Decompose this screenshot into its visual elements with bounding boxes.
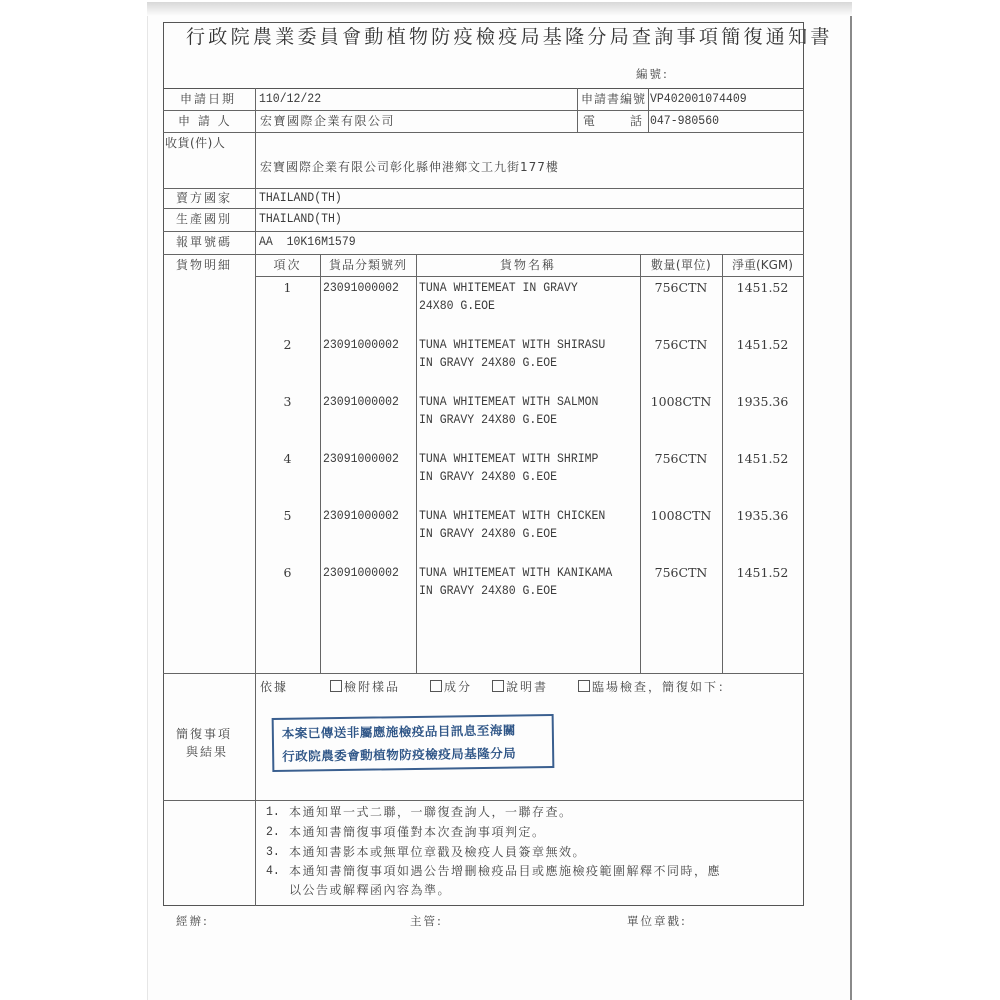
goods-name: TUNA WHITEMEAT IN GRAVY [419,281,578,295]
note-text: 本通知書簡復事項如遇公告增刪檢疫品目或應施檢疫範圍解釋不同時，應 [289,864,722,878]
checkbox-icon[interactable] [578,680,590,692]
hs-code: 23091000002 [323,452,399,466]
checkbox-label: 臨場檢查，簡復如下： [592,680,733,694]
serial-number-label: 編號: [636,67,669,81]
apply-date-label: 申請日期 [180,92,237,106]
goods-name: TUNA WHITEMEAT WITH CHICKEN [419,509,606,523]
checkbox-icon[interactable] [330,680,342,692]
net-weight: 1451.52 [736,565,789,580]
checkbox-label: 成分 [444,680,473,694]
item-no: 5 [283,508,292,523]
declaration-no-value: AA 10K16M1579 [259,235,356,249]
hs-code: 23091000002 [323,281,399,295]
hs-code: 23091000002 [323,566,399,580]
note-text-cont: 以公告或解釋函內容為準。 [289,883,452,897]
item-no: 4 [283,451,292,466]
item-no: 6 [283,565,292,580]
net-weight: 1451.52 [736,337,789,352]
result-section-label: 簡復事項 [176,727,233,741]
column-header-hs-code: 貨品分類號列 [328,258,407,272]
quantity: 1008CTN [650,394,712,409]
net-weight: 1935.36 [736,394,789,409]
application-no-label: 申請書編號 [581,92,647,106]
goods-name-cont: IN GRAVY 24X80 G.EOE [419,584,558,598]
phone-value: 047-980560 [650,114,720,128]
goods-name: TUNA WHITEMEAT WITH SHIRASU [419,338,606,352]
supervisor-signature-label: 主管: [410,914,443,928]
goods-name: TUNA WHITEMEAT WITH SHRIMP [419,452,599,466]
divider [163,673,804,674]
checkbox-onsite-inspection[interactable] [578,680,732,694]
divider [163,110,804,111]
divider [577,88,578,132]
checkbox-ingredients[interactable] [430,680,472,694]
quantity: 1008CTN [650,508,712,523]
stamp-line: 本案已傳送非屬應施檢疫品目訊息至海關 [281,722,516,741]
divider [648,88,649,132]
hs-code: 23091000002 [323,338,399,352]
note-text: 本通知書影本或無單位章戳及檢疫人員簽章無效。 [289,845,587,859]
goods-name-cont: 24X80 G.EOE [419,299,495,313]
seller-country-value: THAILAND(TH) [259,191,342,205]
goods-section-label: 貨物明細 [176,258,233,272]
applicant-value: 宏寶國際企業有限公司 [260,114,396,128]
divider [163,254,804,255]
divider [163,800,804,801]
seller-country-label: 賣方國家 [176,191,233,205]
divider [163,231,804,232]
stamp-line: 行政院農委會動植物防疫檢疫局基隆分局 [282,745,517,764]
goods-name-cont: IN GRAVY 24X80 G.EOE [419,356,558,370]
column-header-item-no: 項次 [273,258,302,272]
checkbox-label: 說明書 [506,680,549,694]
consignee-label: 收貨(件)人 [165,136,226,150]
goods-name: TUNA WHITEMEAT WITH KANIKAMA [419,566,613,580]
applicant-label: 申 請 人 [178,114,232,128]
goods-name: TUNA WHITEMEAT WITH SALMON [419,395,599,409]
item-no: 2 [283,337,292,352]
label-column-divider [255,88,256,906]
result-section-label-cont: 與結果 [186,745,229,759]
basis-label: 依據 [260,680,289,694]
quantity: 756CTN [654,337,708,352]
note-number: 1. [266,805,280,819]
column-header-quantity: 數量(單位) [650,258,712,272]
goods-name-cont: IN GRAVY 24X80 G.EOE [419,470,558,484]
checkbox-icon[interactable] [430,680,442,692]
checkbox-sample[interactable] [330,680,400,694]
note-number: 3. [266,845,280,859]
divider [163,208,804,209]
divider [320,254,321,673]
hs-code: 23091000002 [323,395,399,409]
item-no: 1 [283,280,292,295]
column-header-goods-name: 貨物名稱 [499,258,556,272]
note-number: 4. [266,864,280,878]
document-title: 行政院農業委員會動植物防疫檢疫局基隆分局查詢事項簡復通知書 [186,26,833,48]
column-header-net-weight: 淨重(KGM) [732,258,793,272]
divider [416,254,417,673]
goods-name-cont: IN GRAVY 24X80 G.EOE [419,527,558,541]
note-number: 2. [266,825,280,839]
net-weight: 1451.52 [736,451,789,466]
scan-shadow [147,2,852,16]
official-stamp [272,714,555,772]
note-text: 本通知書簡復事項僅對本次查詢事項判定。 [289,825,546,839]
checkbox-icon[interactable] [492,680,504,692]
net-weight: 1451.52 [736,280,789,295]
quantity: 756CTN [654,565,708,580]
note-text: 本通知單一式二聯，一聯復查詢人，一聯存查。 [289,805,573,819]
phone-label: 電 [583,114,598,128]
consignee-value: 宏寶國際企業有限公司彰化縣伸港鄉文工九街177樓 [260,160,559,174]
quantity: 756CTN [654,280,708,295]
goods-name-cont: IN GRAVY 24X80 G.EOE [419,413,558,427]
checkbox-label: 檢附樣品 [344,680,401,694]
checkbox-manual[interactable] [492,680,548,694]
declaration-no-label: 報單號碼 [176,235,233,249]
apply-date-value: 110/12/22 [259,92,322,106]
application-no-value: VP402001074409 [650,92,747,106]
item-no: 3 [283,394,292,409]
phone-label-end: 話 [630,114,645,128]
quantity: 756CTN [654,451,708,466]
net-weight: 1935.36 [736,508,789,523]
origin-country-label: 生產國別 [176,212,233,226]
handler-signature-label: 經辦: [176,914,209,928]
divider [163,132,804,133]
divider [163,88,804,89]
divider [163,188,804,189]
origin-country-value: THAILAND(TH) [259,212,342,226]
unit-seal-label: 單位章戳: [627,914,687,928]
hs-code: 23091000002 [323,509,399,523]
